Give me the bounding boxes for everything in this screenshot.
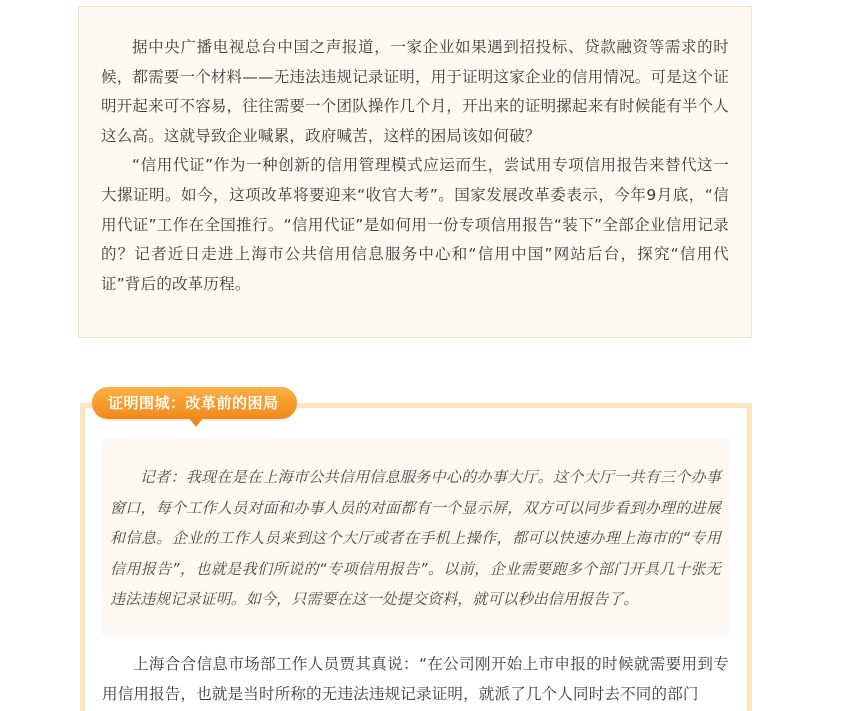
reporter-quote: 记者：我现在是在上海市公共信用信息服务中心的办事大厅。这个大厅一共有三个办事窗口，每个工作人员对面和办事人员的对面都有一个显示屏，双方可以同步看到办理的进展和信息。企业的工作人员来到这个大厅或者在手机上操作，都可以快速办理上海市的“专用信用报告”，也就是我们所说的“专项信用报告”。以前，企业需要跑多个部门开具几十张无违法违规记录证明。如今，只需要在这一处提交资料，就可以秒出信用报告了。 xyxy=(110,468,721,608)
section-title-pointer xyxy=(188,417,204,427)
intro-box xyxy=(78,6,752,338)
section-title-tag: 证明围城：改革前的困局 xyxy=(92,387,297,419)
quote-box xyxy=(102,438,729,635)
intro-paragraph-1: 据中央广播电视总台中国之声报道，一家企业如果遇到招投标、贷款融资等需求的时候，都需要一个材料——无违法违规记录证明，用于证明这家企业的信用情况。可是这个证明开起来可不容易，往往需要一个团队操作几个月，开出来的证明摞起来有时候能有半个人这么高。这就导致企业喊累，政府喊苦，这样的困局该如何破？ xyxy=(101,38,730,145)
intro-paragraph-2: “信用代证”作为一种创新的信用管理模式应运而生，尝试用专项信用报告来替代这一大摞证明。如今，这项改革将要迎来“收官大考”。国家发展改革委表示，今年9月底，“信用代证”工作在全国推行。“信用代证”是如何用一份专项信用报告“装下”全部企业信用记录的？记者近日走进上海市公共信用信息服务中心和“信用中国”网站后台，探究“信用代证”背后的改革历程。 xyxy=(101,156,729,293)
followup-paragraph: 上海合合信息市场部工作人员贾其真说：“在公司刚开始上市申报的时候就需要用到专用信用报告，也就是当时所称的无违法违规记录证明，就派了几个人同时去不同的部门 xyxy=(102,655,729,703)
followup-text xyxy=(102,650,729,709)
